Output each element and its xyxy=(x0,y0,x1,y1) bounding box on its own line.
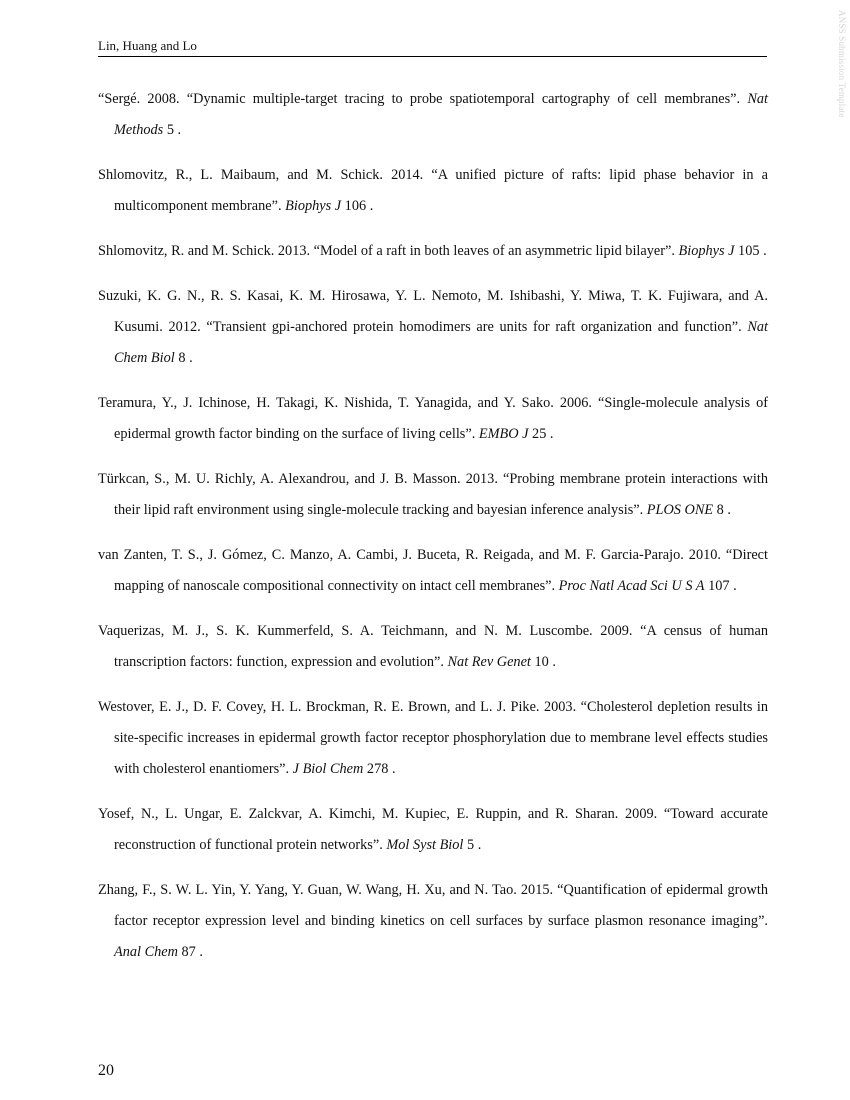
reference-volume: 107 . xyxy=(704,578,737,594)
reference-item xyxy=(98,281,768,374)
reference-journal: Nat Methods xyxy=(114,91,768,138)
reference-text: Yosef, N., L. Ungar, E. Zalckvar, A. Kimchi, M. Kupiec, E. Ruppin, and R. Sharan. 2009. “Toward accurate reconstruction of functional protein networks”. xyxy=(98,806,768,853)
reference-journal: Proc Natl Acad Sci U S A xyxy=(558,578,705,594)
reference-journal: J Biol Chem xyxy=(292,761,364,777)
reference-item xyxy=(98,875,768,968)
reference-item xyxy=(98,236,768,267)
reference-item xyxy=(98,388,768,450)
reference-journal: Biophys J xyxy=(285,198,342,214)
reference-journal: Biophys J xyxy=(678,243,735,259)
reference-text: Shlomovitz, R. and M. Schick. 2013. “Model of a raft in both leaves of an asymmetric lipid bilayer”. xyxy=(98,243,679,259)
page-number: 20 xyxy=(98,1062,114,1079)
reference-text: Vaquerizas, M. J., S. K. Kummerfeld, S. A. Teichmann, and N. M. Luscombe. 2009. “A census of human transcription factors: function, expression and evolution”. xyxy=(98,623,768,670)
reference-volume: 105 . xyxy=(734,243,767,259)
reference-volume: 8 . xyxy=(174,350,193,366)
reference-volume: 8 . xyxy=(713,502,731,518)
reference-item xyxy=(98,616,768,678)
reference-journal: EMBO J xyxy=(478,426,529,442)
reference-volume: 278 . xyxy=(363,761,396,777)
reference-journal: PLOS ONE xyxy=(646,502,714,518)
running-header: Lin, Huang and Lo xyxy=(98,38,767,57)
reference-journal: Nat Chem Biol xyxy=(114,319,768,366)
reference-text: Suzuki, K. G. N., R. S. Kasai, K. M. Hirosawa, Y. L. Nemoto, M. Ishibashi, Y. Miwa, T. K. Fujiwara, and A. Kusumi. 2012. “Transient gpi-anchored protein homodimers are units for raft organization and function”. xyxy=(98,288,768,335)
reference-item xyxy=(98,84,768,146)
reference-item xyxy=(98,464,768,526)
reference-volume: 106 . xyxy=(341,198,374,214)
reference-journal: Anal Chem xyxy=(114,944,178,960)
reference-volume: 87 . xyxy=(177,944,203,960)
reference-volume: 10 . xyxy=(530,654,556,670)
reference-volume: 25 . xyxy=(528,426,554,442)
reference-text: van Zanten, T. S., J. Gómez, C. Manzo, A. Cambi, J. Buceta, R. Reigada, and M. F. Garcia-Parajo. 2010. “Direct mapping of nanoscale compositional connectivity on intact cell membranes”. xyxy=(98,547,768,594)
reference-text: Zhang, F., S. W. L. Yin, Y. Yang, Y. Guan, W. Wang, H. Xu, and N. Tao. 2015. “Quantification of epidermal growth factor receptor expression level and binding kinetics on cell surfaces by surface plasmon resonance imaging”. xyxy=(98,882,768,929)
reference-volume: 5 . xyxy=(163,122,182,138)
reference-item xyxy=(98,160,768,222)
reference-list xyxy=(98,84,768,982)
reference-text: “Sergé. 2008. “Dynamic multiple-target tracing to probe spatiotemporal cartography of cell membranes”. xyxy=(98,91,748,107)
reference-journal: Nat Rev Genet xyxy=(447,654,531,670)
reference-item xyxy=(98,799,768,861)
reference-text: Teramura, Y., J. Ichinose, H. Takagi, K. Nishida, T. Yanagida, and Y. Sako. 2006. “Single-molecule analysis of epidermal growth factor binding on the surface of living cells”. xyxy=(98,395,768,442)
reference-item xyxy=(98,540,768,602)
reference-volume: 5 . xyxy=(463,837,482,853)
reference-text: Türkcan, S., M. U. Richly, A. Alexandrou, and J. B. Masson. 2013. “Probing membrane protein interactions with their lipid raft environment using single-molecule tracking and bayesian inference analysis”. xyxy=(98,471,768,518)
reference-item xyxy=(98,692,768,785)
side-watermark: ANSS Submission Template xyxy=(837,10,847,118)
reference-text: Westover, E. J., D. F. Covey, H. L. Brockman, R. E. Brown, and L. J. Pike. 2003. “Cholesterol depletion results in site-specific increases in epidermal growth factor receptor phosphorylation due to membrane level effects studies with cholesterol enantiomers”. xyxy=(98,699,768,777)
reference-text: Shlomovitz, R., L. Maibaum, and M. Schick. 2014. “A unified picture of rafts: lipid phase behavior in a multicomponent membrane”. xyxy=(98,167,768,214)
reference-journal: Mol Syst Biol xyxy=(386,837,464,853)
